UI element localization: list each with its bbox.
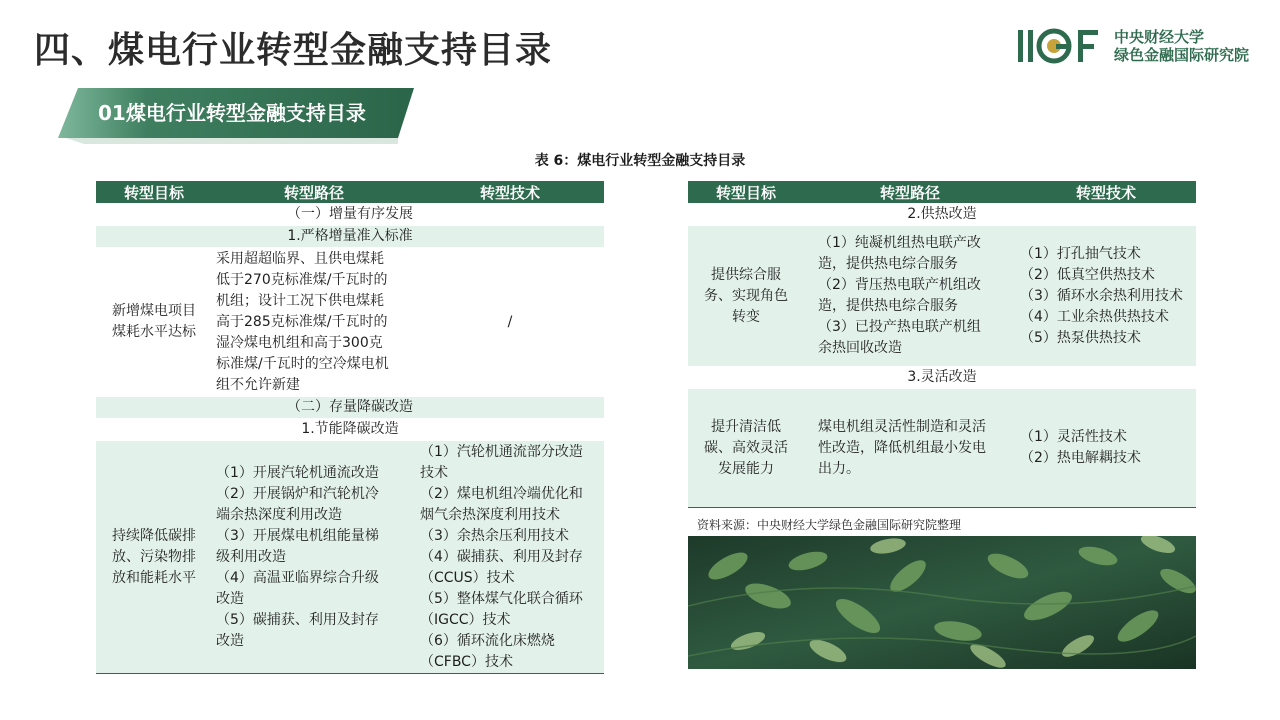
line: （1）打孔抽气技术: [1020, 245, 1141, 262]
table-row: [96, 248, 604, 397]
header-path: 转型路径: [804, 181, 1016, 204]
line: 组不允许新建: [216, 376, 300, 393]
line: （3）循环水余热利用技术: [1020, 287, 1183, 304]
section-banner-title: 01煤电行业转型金融支持目录: [98, 101, 366, 125]
line: （1）汽轮机通流部分改造: [420, 443, 583, 460]
table-row: [96, 204, 604, 226]
line: （5）热泵供热技术: [1020, 329, 1141, 346]
path-new-project: [212, 248, 416, 397]
line: 出力。: [818, 460, 860, 477]
iigf-logo: [1016, 26, 1266, 70]
band-heating: 2.供热改造: [688, 204, 1196, 226]
target-reduce-emission: 持续降低碳排放、污染物排放和能耗水平: [96, 441, 212, 674]
line: 性改造，降低机组最小发电: [818, 439, 986, 456]
line: （CCUS）技术: [420, 569, 515, 586]
line: 技术: [420, 464, 448, 481]
line: （4）碳捕获、利用及封存: [420, 548, 583, 565]
tech-integrated-service: [1016, 226, 1196, 367]
table-row: [688, 204, 1196, 226]
logo-name-line1: 中央财经大学: [1114, 28, 1205, 46]
line: 高于285克标准煤/千瓦时的: [216, 313, 388, 330]
line: （4）高温亚临界综合升级: [216, 569, 379, 586]
target-flexible-development: 提升清洁低碳、高效灵活发展能力: [688, 389, 804, 508]
line: （2）热电解耦技术: [1020, 450, 1141, 466]
path-reduce-emission: [212, 441, 416, 674]
tech-flexible-development: [1016, 389, 1196, 508]
line: 造，提供热电综合服务: [818, 256, 958, 272]
line: 改造: [216, 632, 244, 649]
line: 改造: [216, 590, 244, 607]
line: 级利用改造: [216, 548, 286, 565]
table-row: [96, 441, 604, 674]
table-row: [688, 367, 1196, 389]
line: （4）工业余热供热技术: [1020, 308, 1169, 325]
band-stock: （二）存量降碳改造: [96, 397, 604, 419]
line: （1）开展汽轮机通流改造: [216, 464, 379, 481]
table-row: [96, 226, 604, 248]
line: （6）循环流化床燃烧: [420, 632, 555, 649]
header-tech: 转型技术: [1016, 181, 1196, 204]
line: 余热回收改造: [818, 340, 902, 356]
line: 烟气余热深度利用技术: [420, 506, 560, 523]
target-new-project: 新增煤电项目煤耗水平达标: [96, 248, 212, 397]
header-tech: 转型技术: [416, 181, 604, 204]
line: 湿冷煤电机组和高于300克: [216, 334, 383, 351]
leaf-photo: [688, 536, 1196, 669]
header-target: 转型目标: [96, 181, 212, 204]
header-path: 转型路径: [212, 181, 416, 204]
tech-new-project: /: [416, 248, 604, 397]
path-integrated-service: [804, 226, 1016, 367]
line: （1）灵活性技术: [1020, 429, 1127, 445]
table-row: [96, 397, 604, 419]
table-header-row: [688, 181, 1196, 204]
band-increment: （一）增量有序发展: [96, 204, 604, 226]
source-note: 资料来源：中央财经大学绿色金融国际研究院整理: [697, 518, 962, 532]
table-caption: 表 6：煤电行业转型金融支持目录: [534, 153, 746, 169]
line: （5）碳捕获、利用及封存: [216, 611, 379, 628]
line: （2）开展锅炉和汽轮机冷: [216, 485, 379, 502]
table-row: [688, 389, 1196, 508]
line: 标准煤/千瓦时的空冷煤电机: [216, 355, 389, 372]
line: （2）背压热电联产机组改: [818, 277, 981, 293]
section-banner: [58, 88, 418, 144]
target-integrated-service: 提供综合服务、实现角色转变: [688, 226, 804, 367]
line: 机组；设计工况下供电煤耗: [216, 292, 384, 309]
logo-name: [1114, 28, 1249, 64]
header-target: 转型目标: [688, 181, 804, 204]
tech-reduce-emission: [416, 441, 604, 674]
line: （2）煤电机组冷端优化和: [420, 485, 583, 502]
line: 端余热深度利用改造: [216, 506, 342, 523]
table-bottom-rule: [688, 507, 1196, 508]
band-energy-saving: 1.节能降碳改造: [96, 419, 604, 441]
line: （5）整体煤气化联合循环: [420, 590, 583, 607]
line: （IGCC）技术: [420, 611, 511, 628]
path-flexible-development: [804, 389, 1016, 508]
line: 采用超超临界、且供电煤耗: [216, 250, 384, 267]
page-title: 四、煤电行业转型金融支持目录: [34, 30, 553, 71]
line: （3）余热余压利用技术: [420, 527, 569, 544]
line: （2）低真空供热技术: [1020, 266, 1155, 283]
line: （3）开展煤电机组能量梯: [216, 527, 379, 544]
table-header-row: [96, 181, 604, 204]
line: （3）已投产热电联产机组: [818, 319, 981, 335]
band-flexibility: 3.灵活改造: [688, 367, 1196, 389]
logo-name-line2: 绿色金融国际研究院: [1114, 46, 1250, 64]
iigf-logo-mark: [1016, 28, 1108, 64]
line: 煤电机组灵活性制造和灵活: [818, 418, 986, 435]
line: 造，提供热电综合服务: [818, 298, 958, 314]
right-catalog-table: [688, 181, 1196, 507]
band-strict-entry: 1.严格增量准入标准: [96, 226, 604, 248]
line: 低于270克标准煤/千瓦时的: [216, 271, 388, 288]
line: （1）纯凝机组热电联产改: [818, 235, 981, 251]
table-row: [96, 419, 604, 441]
table-row: [688, 226, 1196, 367]
line: （CFBC）技术: [420, 653, 513, 670]
left-catalog-table: [96, 181, 604, 674]
